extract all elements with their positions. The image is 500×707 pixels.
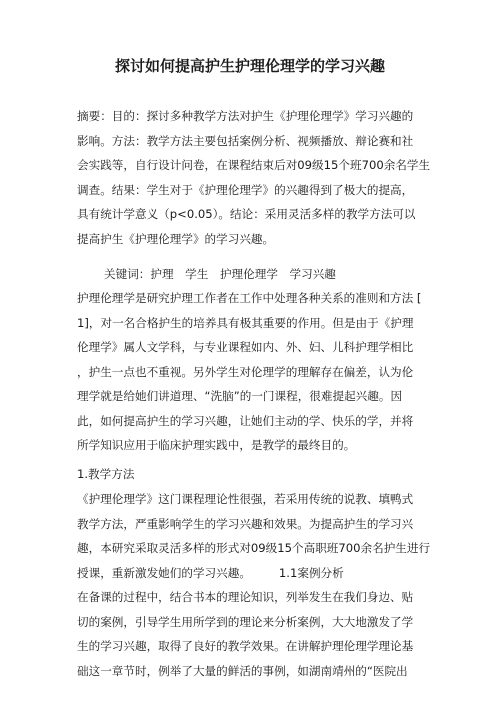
subsection-heading: 1.1案例分析 bbox=[278, 565, 344, 580]
body-line: 所学知识应用于临床护理实践中，是教学的最终目的。 bbox=[77, 438, 356, 452]
body-line: ，护生一点也不重视。另外学生对伦理学的理解存在偏差，认为伦 bbox=[77, 364, 414, 379]
body-line: 1]，对一名合格护生的培养具有极其重要的作用。但是由于《护理 bbox=[77, 315, 414, 330]
methods-paragraph bbox=[77, 487, 429, 683]
abstract-line: 会实践等，自行设计问卷，在课程结束后对09级15个班700余名学生 bbox=[77, 158, 431, 172]
body-line: 切的案例，引导学生用所学到的理论来分析案例，大大地激发了学 bbox=[77, 614, 414, 629]
abstract-section bbox=[77, 104, 429, 251]
body-line: 础这一章节时，例举了大量的鲜活的事例，如湖南靖州的“医院出 bbox=[77, 663, 408, 678]
abstract-line: 提高护生《护理伦理学》的学习兴趣。 bbox=[77, 231, 275, 246]
body-line-text: 授课，重新激发她们的学习兴趣。 bbox=[77, 565, 251, 580]
abstract-line: 影响。方法：教学方法主要包括案例分析、视频播放、辩论赛和社 bbox=[77, 133, 414, 148]
body-line: 教学方法，严重影响学生的学习兴趣和效果。为提高护生的学习兴 bbox=[77, 516, 414, 531]
document-title: 探讨如何提高护生护理伦理学的学习兴趣 bbox=[114, 57, 385, 75]
body-line: 理学就是给她们讲道理、“洗脑”的一门课程，很难提起兴趣。因 bbox=[77, 389, 403, 403]
abstract-line: 摘要：目的：探讨多种教学方法对护生《护理伦理学》学习兴趣的 bbox=[77, 109, 414, 123]
abstract-line: 具有统计学意义（p<0.05）。结论：采用灵活多样的教学方法可以 bbox=[77, 207, 416, 221]
body-line-with-subheading bbox=[77, 561, 429, 586]
body-line: 此，如何提高护生的学习兴趣，让她们主动的学、快乐的学，并将 bbox=[77, 413, 414, 428]
keywords-line: 关键词：护理 学生 护理伦理学 学习兴趣 bbox=[104, 267, 336, 281]
section-heading: 1.教学方法 bbox=[77, 467, 135, 481]
body-line: 趣，本研究采取灵活多样的形式对09级15个高职班700余名护生进行 bbox=[77, 541, 431, 555]
body-line: 在备课的过程中，结合书本的理论知识，列举发生在我们身边、贴 bbox=[77, 590, 414, 604]
body-line: 《护理伦理学》这门课程理论性很强，若采用传统的说教、填鸭式 bbox=[77, 492, 414, 506]
body-line: 生的学习兴趣，取得了良好的教学效果。在讲解护理伦理学理论基 bbox=[77, 639, 414, 653]
abstract-line: 调查。结果：学生对于《护理伦理学》的兴趣得到了极大的提高， bbox=[77, 182, 414, 197]
intro-paragraph bbox=[77, 286, 429, 458]
body-line: 护理伦理学是研究护理工作者在工作中处理各种关系的准则和方法 [ bbox=[77, 291, 422, 305]
body-line: 伦理学》属人文学科，与专业课程如内、外、妇、儿科护理学相比 bbox=[77, 340, 414, 354]
